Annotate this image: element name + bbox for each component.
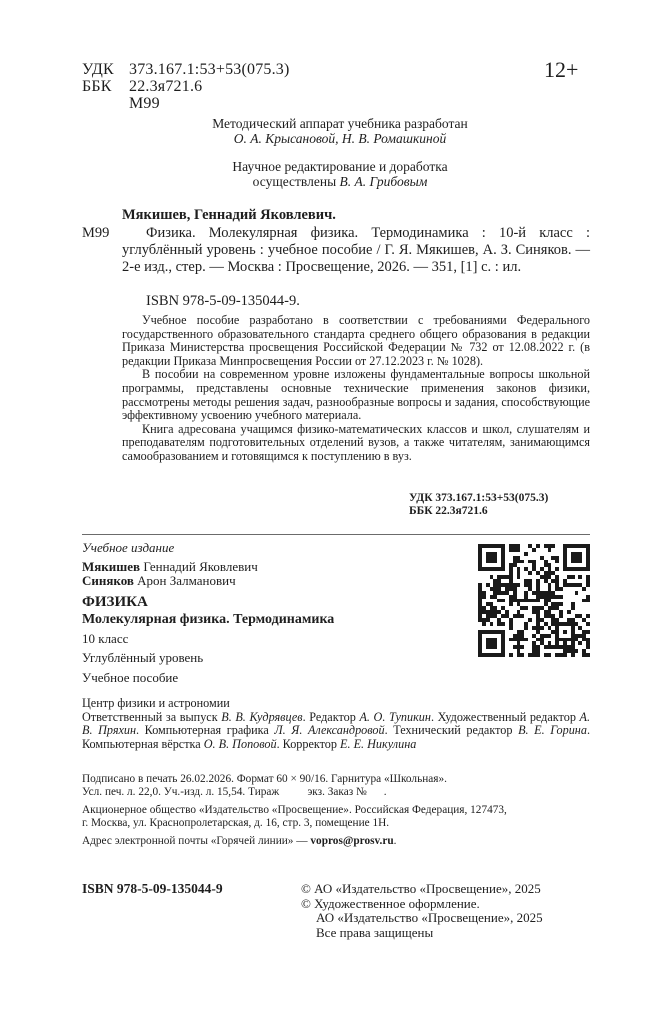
edition-block [82, 541, 462, 685]
author-surname: Синяков [82, 573, 134, 588]
method-credits [130, 116, 550, 146]
bbk-label: ББК [82, 78, 112, 95]
rights-reserved: Все права защищены [316, 924, 434, 940]
role-person: В. В. Кудрявцев [221, 709, 303, 724]
qr-code [478, 544, 590, 657]
role-person: Е. Е. Никулина [340, 736, 417, 751]
role-label: Технический редактор [393, 723, 513, 737]
copyright-line: АО «Издательство «Просвещение», 2025 [316, 910, 543, 925]
staff-list: Ответственный за выпуск В. В. Кудрявцев. Редактор А. О. Тупикин. Художественный редактор А. В. Пряхин. Компьютерная графика Л. Я. Александровой. Технический редактор В. Е. Горина. Компьютерная вёрстка О. В. Поповой. Корректор Е. Е. Никулина [82, 709, 591, 751]
footer-isbn: ISBN 978-5-09-135044-9 [82, 881, 223, 896]
copyright-line: © Художественное оформление. [301, 895, 480, 911]
bbk-value: 22.3я721.6 [129, 78, 203, 95]
role-label: Художественный редактор [437, 709, 576, 724]
role-label: Редактор [309, 709, 356, 724]
annotation-paragraph: Книга адресована учащимся физико-математических классов и школ, слушателям и преподавателям подготовительных отделений вузов, а также читателям, занимающимся самообразованием и готовящимся к поступлению в вуз. [122, 421, 590, 463]
annotation-codes [409, 492, 548, 518]
hotline-prefix: Адрес электронной почты «Горячей линии» — [82, 835, 311, 847]
copyright-line: © АО «Издательство «Просвещение», 2025 [301, 881, 541, 896]
print-info [82, 773, 602, 848]
catalog-description: Физика. Молекулярная физика. Термодинамика : 10-й класс : углублённый уровень : учебное пособие / Г. Я. Мякишев, А. З. Синяков. — 2-е изд., стер. — Москва : Просвещение, 2026. — 351, [1] с. : ил. [122, 225, 590, 275]
hotline-suffix: . [393, 835, 397, 847]
role-label: Ответственный за выпуск [82, 709, 218, 724]
publisher-line-1: Акционерное общество «Издательство «Просвещение». Российская Федерация, 127473, [82, 804, 507, 816]
role-person: А. О. Тупикин [359, 709, 431, 724]
section-divider [82, 534, 590, 535]
science-line: Научное редактирование и доработка [232, 159, 448, 174]
edition-author [82, 574, 462, 589]
annotation-udk: УДК 373.167.1:53+53(075.3) [409, 492, 549, 504]
annotation-paragraph: Учебное пособие разработано в соответствии с требованиями Федерального государственного образовательного стандарта среднего общего образования в редакции Приказа Министерства просвещения Российской Федерации № 732 от 12.08.2022 г. (в редакции Приказа Минпросвещения России от 27.12.2023 г. № 1028). [122, 313, 590, 368]
role-person: Л. Я. Александровой [274, 723, 385, 737]
author-name: Арон Залманович [137, 573, 236, 588]
science-credits [130, 159, 550, 189]
role-label: Компьютерная вёрстка [82, 736, 201, 751]
catalog-mark: М99 [82, 225, 110, 241]
science-editor: В. А. Грибовым [339, 174, 428, 189]
role-label: Компьютерная графика [144, 723, 269, 737]
book-subtitle: Молекулярная физика. Термодинамика [82, 611, 335, 627]
author-mark: М99 [129, 95, 160, 112]
catalog-author-heading: Мякишев, Геннадий Яковлевич. [122, 207, 336, 223]
book-title: ФИЗИКА [82, 593, 148, 610]
science-prefix: осуществлены [252, 174, 337, 189]
annotation-paragraph: В пособии на современном уровне изложены фундаментальные вопросы школьной программы, представлены основные технические применения законов физики, рассмотрены методы решения задач, разнообразные вопросы и задания, способствующие эффективному усвоению учебного материала. [122, 367, 590, 423]
publisher-center: Центр физики и астрономии [82, 696, 230, 710]
book-grade: 10 класс [82, 630, 129, 646]
book-kind: Учебное пособие [82, 669, 179, 685]
annotation [122, 314, 590, 464]
role-label: Корректор [282, 736, 337, 751]
staff-credits [82, 697, 590, 751]
edition-author [82, 560, 462, 575]
hotline [82, 835, 602, 848]
method-line: Методический аппарат учебника разработан [212, 116, 468, 131]
udk-label: УДК [82, 61, 114, 78]
print-line-1: Подписано в печать 26.02.2026. Формат 60 × 90/16. Гарнитура «Школьная». [82, 773, 447, 785]
annotation-bbk: ББК 22.3я721.6 [409, 505, 488, 517]
publisher-line-2: г. Москва, ул. Краснопролетарская, д. 16, стр. 3, помещение 1Н. [82, 817, 390, 829]
edition-type: Учебное издание [82, 540, 175, 555]
method-authors: О. А. Крысановой, Н. В. Ромашкиной [233, 131, 447, 146]
age-rating: 12+ [544, 57, 579, 82]
book-level: Углублённый уровень [82, 650, 204, 665]
udk-value: 373.167.1:53+53(075.3) [129, 61, 290, 78]
hotline-email[interactable]: vopros@prosv.ru [310, 835, 394, 847]
role-person: О. В. Поповой [203, 736, 277, 751]
author-name: Геннадий Яковлевич [143, 558, 258, 574]
copyright-block [301, 882, 543, 940]
role-person: В. Е. Горина [518, 723, 587, 737]
print-line-2: Усл. печ. л. 22,0. Уч.-изд. л. 15,54. Тираж экз. Заказ № . [82, 786, 387, 798]
catalog-isbn: ISBN 978-5-09-135044-9. [146, 293, 300, 309]
science-editor-line [130, 174, 550, 189]
role-person: А. В. Пряхин [82, 709, 591, 737]
author-surname: Мякишев [82, 558, 141, 574]
classification-block [82, 61, 382, 113]
